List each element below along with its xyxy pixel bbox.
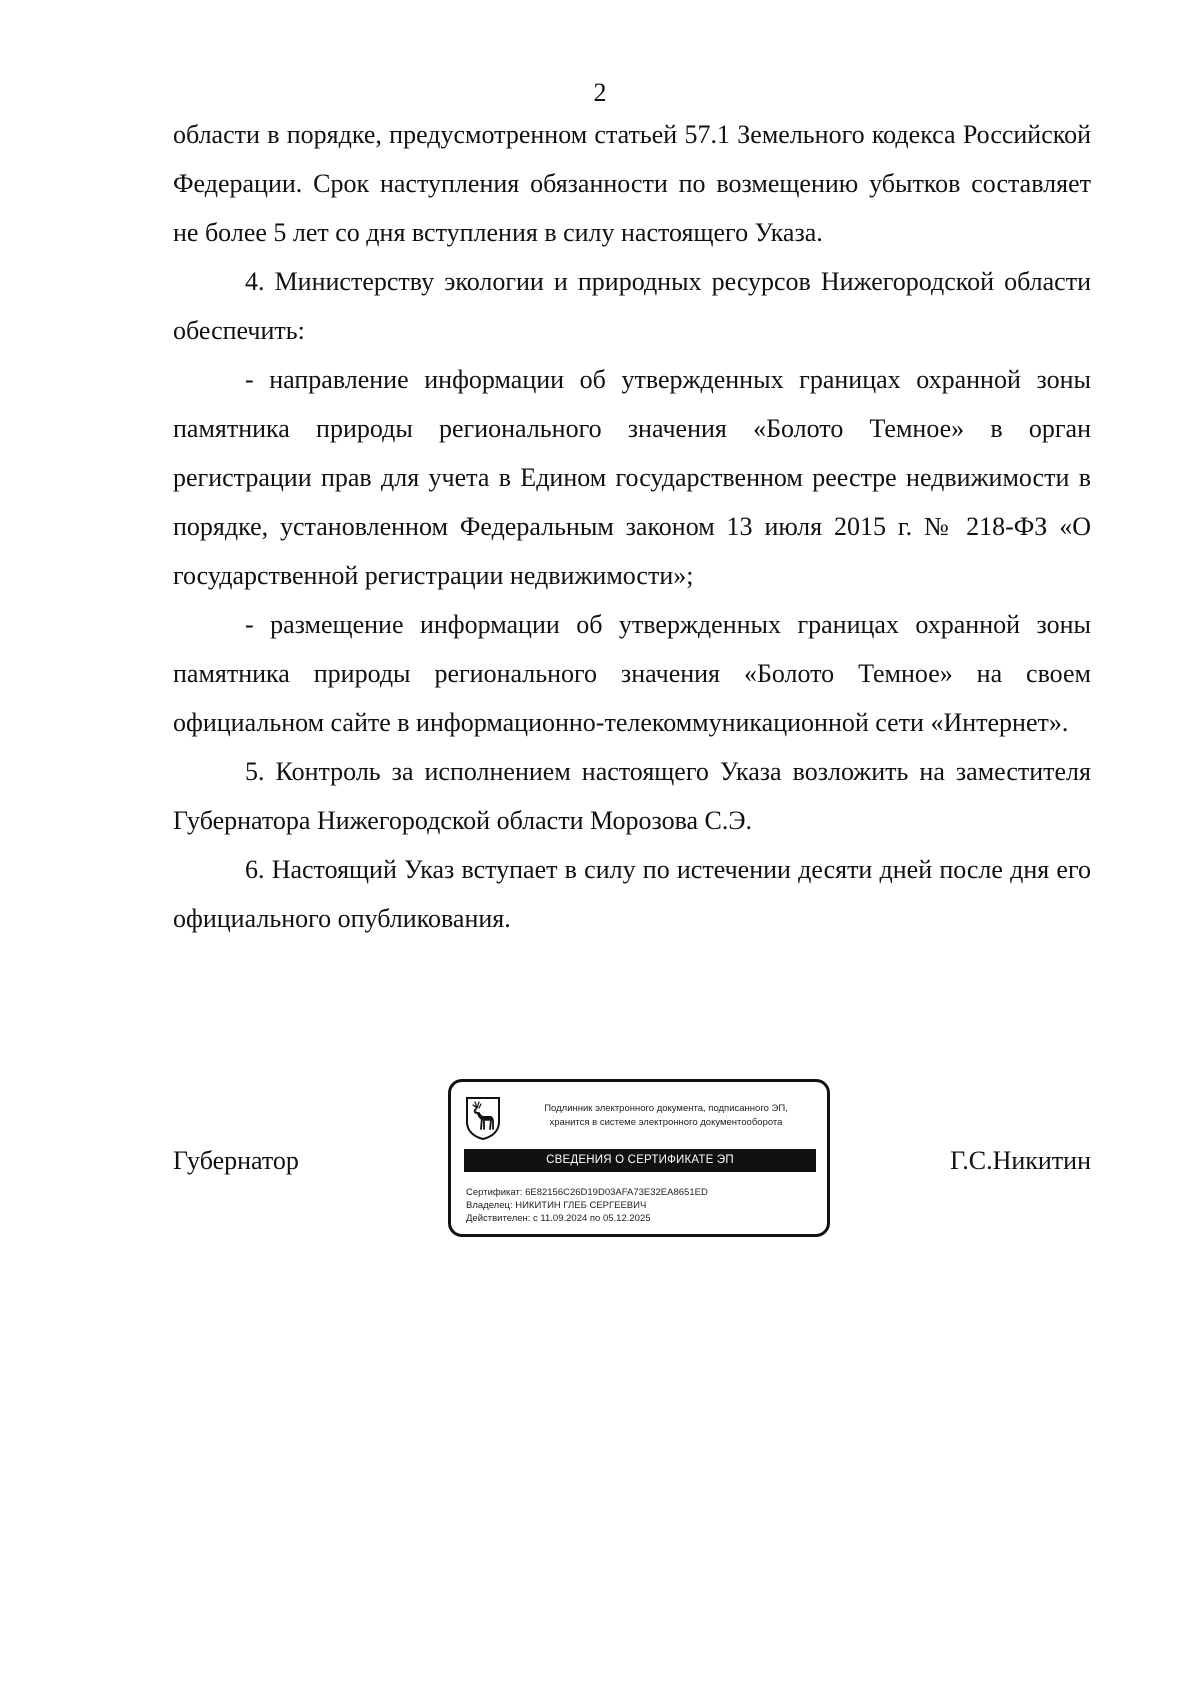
paragraph-bullet-registration: - направление информации об утвержденных границах охранной зоны памятника природы регионального значения «Болото Темное» в орган регистрации прав для учета в Едином государственном реестре недвижимости в порядке, установленном Федеральным законом 13 июля 2015 г. № 218-ФЗ «О государственной регистрации недвижимости»;	[173, 365, 1091, 590]
stamp-notice-line-1: Подлинник электронного документа, подписанного ЭП,	[544, 1103, 788, 1114]
paragraph-item-5: 5. Контроль за исполнением настоящего Указа возложить на заместителя Губернатора Нижегородской области Морозова С.Э.	[173, 757, 1091, 835]
nizhny-novgorod-deer-emblem-icon	[465, 1096, 501, 1140]
certificate-details	[466, 1186, 818, 1225]
paragraph-continuation: области в порядке, предусмотренном статьей 57.1 Земельного кодекса Российской Федерации. Срок наступления обязанности по возмещению убытков составляет не более 5 лет со дня вступления в силу настоящего Указа.	[173, 120, 1091, 247]
document-body	[173, 110, 1091, 943]
stamp-header: СВЕДЕНИЯ О СЕРТИФИКАТЕ ЭП	[464, 1149, 816, 1172]
signatory-name: Г.С.Никитин	[950, 1146, 1091, 1175]
stamp-notice-line-2: хранится в системе электронного документооборота	[549, 1117, 783, 1128]
paragraph-bullet-publication: - размещение информации об утвержденных границах охранной зоны памятника природы регионального значения «Болото Темное» на своем официальном сайте в информационно-телекоммуникационной сети «Интернет».	[173, 610, 1091, 737]
stamp-notice	[513, 1102, 819, 1130]
certificate-number: Сертификат: 6E82156C26D19D03AFA73E32EA8651ED	[466, 1187, 708, 1198]
paragraph-item-6: 6. Настоящий Указ вступает в силу по истечении десяти дней после дня его официального опубликования.	[173, 855, 1091, 933]
page-number: 2	[593, 78, 607, 107]
signatory-title: Губернатор	[173, 1146, 299, 1175]
certificate-owner: Владелец: НИКИТИН ГЛЕБ СЕРГЕЕВИЧ	[466, 1200, 647, 1211]
paragraph-item-4: 4. Министерству экологии и природных ресурсов Нижегородской области обеспечить:	[173, 267, 1091, 345]
certificate-validity: Действителен: с 11.09.2024 по 05.12.2025	[466, 1213, 651, 1224]
electronic-signature-stamp	[448, 1079, 830, 1237]
